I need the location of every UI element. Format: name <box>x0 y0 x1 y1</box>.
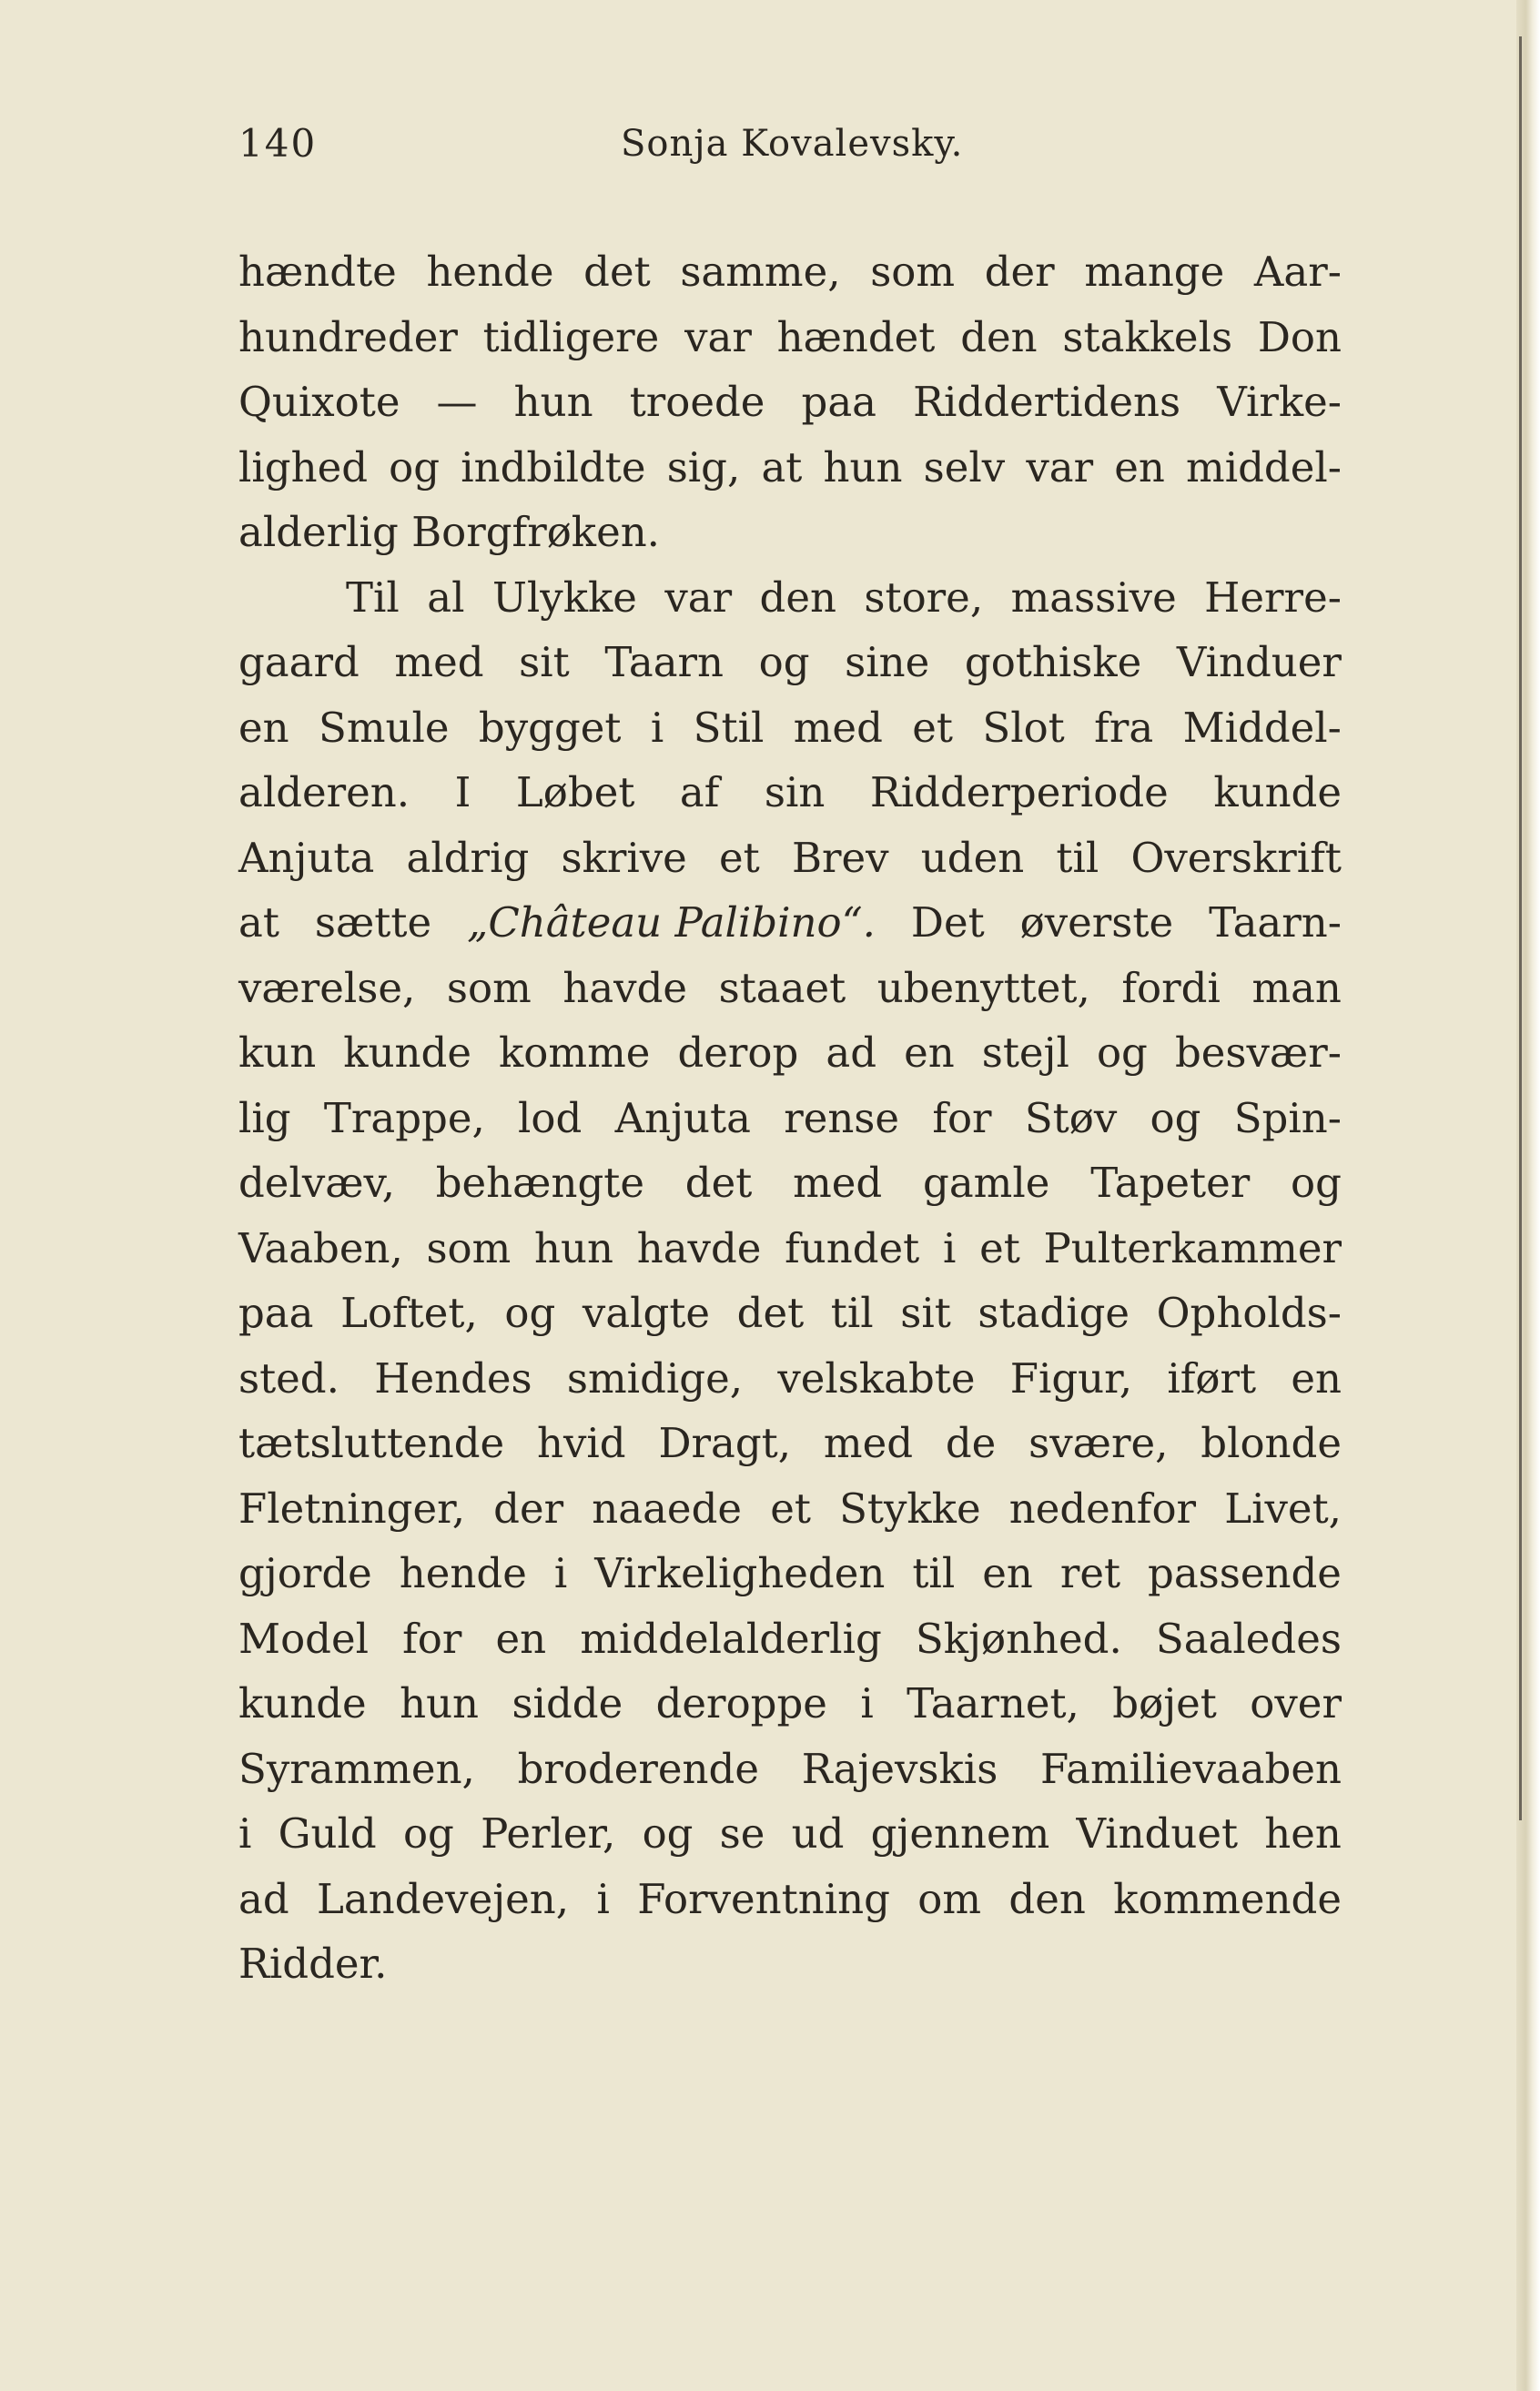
word: Syrammen, <box>238 1744 475 1793</box>
word: massive <box>1010 572 1177 622</box>
word: det <box>736 1289 805 1337</box>
text-line <box>238 1216 1342 1282</box>
word: hvid <box>537 1419 626 1467</box>
word: bygget <box>478 703 622 752</box>
page-header <box>238 117 1349 171</box>
word: Forventning <box>637 1874 890 1923</box>
word: Opholds- <box>1156 1289 1342 1337</box>
text-line <box>238 695 1342 761</box>
word: alderlig Borgfrøken. <box>238 508 660 556</box>
word: stakkels <box>1062 312 1233 361</box>
word: delvæv, <box>238 1159 395 1207</box>
word: Støv <box>1024 1093 1118 1142</box>
word: som <box>426 1223 512 1272</box>
word: kun <box>238 1028 317 1077</box>
word: var <box>684 312 752 361</box>
page-number: 140 <box>238 121 318 166</box>
word: gamle <box>923 1159 1050 1207</box>
word: ret <box>1059 1549 1121 1597</box>
word: hændte <box>238 248 397 296</box>
word: et <box>770 1484 811 1533</box>
word: Rajevskis <box>801 1744 998 1793</box>
word: og <box>1291 1159 1342 1207</box>
word: til <box>1056 833 1099 882</box>
word: var <box>664 572 733 622</box>
text-line <box>238 1411 1342 1476</box>
word: broderende <box>517 1744 759 1793</box>
word: gjennem <box>870 1809 1050 1858</box>
word: i <box>553 1549 568 1597</box>
word: sin <box>764 768 826 816</box>
word: Vinduer <box>1176 638 1342 686</box>
word: besvær- <box>1174 1028 1342 1077</box>
word: med <box>793 1159 883 1207</box>
word: Taarnet, <box>907 1679 1079 1727</box>
word: af <box>679 768 720 816</box>
word: gjorde <box>238 1549 372 1597</box>
word: sit <box>519 638 570 686</box>
word: at <box>761 442 803 491</box>
word: og <box>758 638 810 686</box>
word: kunde <box>238 1679 367 1727</box>
word: hende <box>399 1549 527 1597</box>
word: selv <box>923 442 1006 491</box>
word: Saaledes <box>1155 1614 1342 1663</box>
word: den <box>759 572 836 622</box>
word: alderen. <box>238 768 410 816</box>
word: hundreder <box>238 312 458 361</box>
word: med <box>793 703 883 752</box>
word: Vinduet <box>1076 1809 1239 1858</box>
word: derop <box>677 1028 799 1077</box>
word: valgte <box>582 1289 711 1337</box>
text-line <box>238 435 1342 501</box>
word: Middel- <box>1182 703 1342 752</box>
word: Dragt, <box>658 1419 792 1467</box>
word: mange <box>1084 248 1225 296</box>
word: Løbet <box>515 768 635 816</box>
word: en <box>238 703 289 752</box>
word: Taarn <box>604 638 724 686</box>
word: Quixote <box>238 378 400 426</box>
word: samme, <box>680 248 841 296</box>
word: og <box>504 1289 556 1337</box>
word: om <box>917 1874 982 1923</box>
word: blonde <box>1201 1419 1342 1467</box>
word: Fletninger, <box>238 1484 465 1533</box>
text-line <box>238 760 1342 826</box>
word: den <box>1008 1874 1086 1923</box>
word: hændet <box>776 312 936 361</box>
word: Loftet, <box>340 1289 478 1337</box>
word: rense <box>784 1093 900 1142</box>
text-line <box>238 1150 1342 1216</box>
word: havde <box>562 963 688 1012</box>
word: Til <box>346 572 400 622</box>
word: Stil <box>693 703 765 752</box>
word: Spin- <box>1233 1093 1342 1142</box>
word: for <box>932 1093 992 1142</box>
word: lod <box>518 1093 583 1142</box>
word: med <box>823 1419 914 1467</box>
word: hun <box>823 442 903 491</box>
word: en <box>904 1028 955 1077</box>
word: — <box>436 378 478 426</box>
word: Hendes <box>374 1353 532 1403</box>
text-line <box>238 1606 1342 1672</box>
text-line <box>238 890 1342 956</box>
word: tidligere <box>482 312 660 361</box>
word: bøjet <box>1112 1679 1217 1727</box>
word: Smule <box>319 703 450 752</box>
word: lig <box>238 1093 291 1142</box>
word: som <box>446 963 532 1012</box>
word: der <box>984 248 1055 296</box>
word: iført <box>1167 1353 1257 1403</box>
word: skrive <box>561 833 687 882</box>
word: det <box>684 1159 753 1207</box>
word: Stykke <box>839 1484 981 1533</box>
word: ad <box>238 1874 289 1923</box>
word: ad <box>826 1028 876 1077</box>
word: at <box>238 898 279 947</box>
text-line <box>238 826 1342 891</box>
word: Det <box>910 898 985 947</box>
word: velskabte <box>777 1353 976 1403</box>
word: Vaaben, <box>238 1223 403 1272</box>
word: sine <box>845 638 930 686</box>
word: Aar- <box>1253 248 1342 296</box>
word: svære, <box>1028 1419 1169 1467</box>
running-title: Sonja Kovalevsky. <box>621 123 964 165</box>
word: deroppe <box>655 1679 827 1727</box>
word: kunde <box>1213 768 1342 816</box>
word: og <box>1150 1093 1201 1142</box>
word: Slot <box>982 703 1065 752</box>
word: en <box>982 1549 1033 1597</box>
word: hende <box>426 248 554 296</box>
page-edge-line <box>1519 36 1522 1820</box>
word: Guld <box>278 1809 377 1858</box>
word: et <box>979 1223 1020 1272</box>
word: kommende <box>1113 1874 1342 1923</box>
word: øverste <box>1019 898 1174 947</box>
text-line <box>238 956 1342 1021</box>
word: i <box>596 1874 610 1923</box>
word: fordi <box>1121 963 1221 1012</box>
word: i <box>238 1809 252 1858</box>
word: den <box>960 312 1038 361</box>
text-line <box>238 1671 1342 1737</box>
word: og <box>642 1809 694 1858</box>
word: Livet, <box>1224 1484 1342 1533</box>
text-line <box>238 630 1342 695</box>
word: nedenfor <box>1008 1484 1197 1533</box>
word: passende <box>1148 1549 1342 1597</box>
text-line <box>238 1476 1342 1542</box>
word: staaet <box>718 963 846 1012</box>
text-line <box>238 1931 1342 1997</box>
word: stadige <box>978 1289 1130 1337</box>
word: Model <box>238 1614 369 1663</box>
word: Taarn- <box>1209 898 1342 947</box>
word: hun <box>400 1679 480 1727</box>
word: de <box>945 1419 997 1467</box>
word: og <box>1096 1028 1148 1077</box>
word: hun <box>534 1223 613 1272</box>
word: i <box>860 1679 874 1727</box>
word: sidde <box>512 1679 623 1727</box>
word: Skjønhed. <box>915 1614 1122 1663</box>
word: som <box>870 248 956 296</box>
word: ubenyttet, <box>876 963 1090 1012</box>
word: en <box>1114 442 1165 491</box>
text-line <box>238 370 1342 435</box>
word: hen <box>1264 1809 1342 1858</box>
word: smidige, <box>566 1353 744 1403</box>
word: Anjuta <box>238 833 375 882</box>
text-line <box>238 305 1342 370</box>
text-line <box>238 1541 1342 1606</box>
word: over <box>1250 1679 1342 1727</box>
word: med <box>394 638 484 686</box>
text-line <box>238 500 1342 565</box>
text-line <box>238 1801 1342 1867</box>
word: sit <box>900 1289 951 1337</box>
word: det <box>583 248 651 296</box>
word: I <box>454 768 471 816</box>
word: Perler, <box>481 1809 616 1858</box>
word: sig, <box>666 442 741 491</box>
word: gothiske <box>964 638 1142 686</box>
word: troede <box>629 378 765 426</box>
word: stejl <box>981 1028 1069 1077</box>
text-line <box>238 1737 1342 1802</box>
word: sætte <box>314 898 432 947</box>
word: Virkeligheden <box>594 1549 886 1597</box>
word: og <box>389 442 441 491</box>
word: til <box>912 1549 956 1597</box>
body-text <box>238 239 1342 1997</box>
word: Figur, <box>1009 1353 1133 1403</box>
word: Virke- <box>1217 378 1342 426</box>
word: Trappe, <box>323 1093 485 1142</box>
word: værelse, <box>238 963 416 1012</box>
word: til <box>830 1289 874 1337</box>
word: fra <box>1094 703 1154 752</box>
word: Landevejen, <box>317 1874 570 1923</box>
word: Pulterkammer <box>1043 1223 1342 1272</box>
word: aldrig <box>406 833 530 882</box>
word: kunde <box>343 1028 471 1077</box>
word: i <box>650 703 664 752</box>
word: al <box>427 572 465 622</box>
word: Overskrift <box>1130 833 1342 882</box>
word: komme <box>499 1028 651 1077</box>
italic-title: „Château Palibino“. <box>467 898 876 947</box>
word: var <box>1026 442 1094 491</box>
word: Tapeter <box>1090 1159 1251 1207</box>
word: store, <box>864 572 984 622</box>
word: ud <box>791 1809 845 1858</box>
word: middel- <box>1186 442 1342 491</box>
word: og <box>402 1809 454 1858</box>
word: Herre- <box>1204 572 1342 622</box>
word: Familievaaben <box>1040 1744 1342 1793</box>
word: paa <box>238 1289 314 1337</box>
text-line <box>238 1086 1342 1151</box>
word: havde <box>636 1223 762 1272</box>
word: sted. <box>238 1353 339 1403</box>
word: Ridderperiode <box>869 768 1169 816</box>
word: et <box>912 703 953 752</box>
text-line <box>238 1281 1342 1346</box>
word: i <box>942 1223 957 1272</box>
text-line <box>238 239 1342 305</box>
word: se <box>719 1809 765 1858</box>
word: Anjuta <box>614 1093 751 1142</box>
word: hun <box>513 378 593 426</box>
word: indbildte <box>461 442 646 491</box>
text-line <box>238 1346 1342 1412</box>
text-line <box>238 1020 1342 1086</box>
word: et <box>719 833 760 882</box>
word: Don <box>1257 312 1342 361</box>
word: uden <box>920 833 1025 882</box>
word: fundet <box>785 1223 920 1272</box>
word: Ulykke <box>491 572 637 622</box>
word: Riddertidens <box>913 378 1181 426</box>
word: lighed <box>238 442 369 491</box>
word: man <box>1251 963 1342 1012</box>
word: Ridder. <box>238 1940 388 1988</box>
word: behængte <box>435 1159 644 1207</box>
word: paa <box>801 378 877 426</box>
word: middelalderlig <box>580 1614 882 1663</box>
word: naaede <box>592 1484 743 1533</box>
word: gaard <box>238 638 360 686</box>
word: for <box>402 1614 462 1663</box>
paragraph-start-line <box>238 565 1342 631</box>
word: Brev <box>791 833 889 882</box>
word: en <box>495 1614 547 1663</box>
word: en <box>1291 1353 1342 1403</box>
word: der <box>493 1484 564 1533</box>
word: tætsluttende <box>238 1419 505 1467</box>
text-line <box>238 1867 1342 1932</box>
